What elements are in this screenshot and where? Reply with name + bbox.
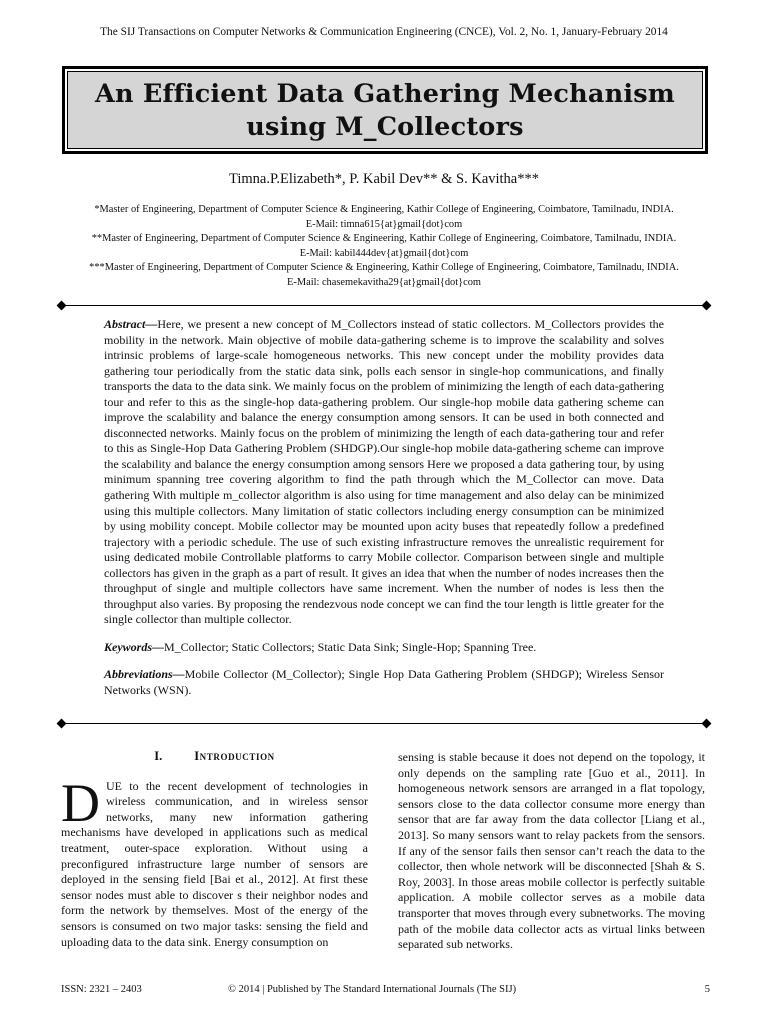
footer-issn: ISSN: 2321 – 2403 [61,984,142,995]
affiliations [40,203,728,290]
title-line-2: using M_Collectors [246,112,524,142]
divider-bottom [62,723,706,724]
diamond-icon [702,301,712,311]
keywords-label: Keywords— [104,639,164,654]
intro-paragraph-right: sensing is stable because it does not depend on the topology, it only depends on the sampling rate [Guo et al., 2011]. In homogeneous network sensors are arranged in a flat topology, sensors close to the data collector consume more energy than sensor that are far away from the data collector [Liang et al., 2013]. So many sensors want to relay packets from the sensors. If any of the sensor fails then sensor can’t reach the data to the collector, then whole network will be disconnected [Shah & S. Roy, 2003]. In those areas mobile collector is perfectly suitable application. A mobile collector serves as a mobile data transporter that moves through every subnetworks. The moving path of the mobile data collector acts as virtual links between separated sub networks. [398,750,705,952]
affiliation-3: ***Master of Engineering, Department of Computer Science & Engineering, Kathir College of Engineering, Coimbatore, Tamilnadu, INDIA. [89,262,679,273]
abbreviations-paragraph [104,667,664,698]
intro-paragraph-left [61,772,368,951]
column-left [61,749,368,950]
footer-publisher: © 2014 | Published by The Standard International Journals (The SIJ) [228,984,517,995]
abstract-label: Abstract— [104,317,158,331]
section-title: Introduction [194,749,275,763]
affiliation-2: **Master of Engineering, Department of Computer Science & Engineering, Kathir College of Engineering, Coimbatore, Tamilnadu, INDIA. [91,233,677,244]
intro-text-left: UE to the recent development of technologies in wireless communication, and in wireless sensor networks, many new information gathering mechanisms have developed in applications such as medical treatment, outer-space exploration. Without using a preconfigured infrastructure large number of sensors are deployed in the sensing field [Bai et al., 2012]. At first these sensor nodes must able to discover s their neighbor nodes and form the network by themselves. Most of the energy of the sensors is consumed on two major tasks: sensing the field and uploading data to the data sink. Energy consumption on [61,778,368,949]
section-number: I. [154,749,163,763]
email-2: E-Mail: kabil444dev{at}gmail{dot}com [299,247,469,259]
diamond-icon [57,719,67,729]
column-right [398,750,705,953]
keywords-text: M_Collector; Static Collectors; Static Data Sink; Single-Hop; Spanning Tree. [164,639,537,654]
title-box [62,66,708,154]
keywords-paragraph [104,640,664,656]
paper-title [65,69,705,144]
abstract-paragraph [104,317,664,628]
diamond-icon [702,719,712,729]
title-line-1: An Efficient Data Gathering Mechanism [95,79,675,109]
author-list: Timna.P.Elizabeth*, P. Kabil Dev** & S. Kavitha*** [229,171,539,187]
abstract-text: Here, we present a new concept of M_Collectors instead of static collectors. M_Collectors provides the mobility in the network. Main objective of mobile data-gathering scheme is to improve the scalability and solves intrinsic problems of large-scale homogeneous networks. This new concept under the mobility provides data gathering tour periodically from the static data sink, polls each sensor in single-hop communications, and finally transports the data to the data sink. We mainly focus on the problem of minimizing the length of each data-gathering tour and refer to this as the single-hop data-gathering problem. Our single-hop mobile data gathering scheme can improve the scalability and balance the energy consumption among sensors. It can be used in both connected and disconnected networks. Mainly focus on the problem of minimizing the length of each data-gathering tour and refer to this as Single-Hop Data Gathering Problem (SHDGP).Our single-hop mobile data-gathering scheme can improve the scalability and balance the energy consumption among sensors Here we proposed a data gathering tour, by using minimum spanning tree covering algorithm to find the path through which the M_Collector can move. Data gathering With multiple m_collector algorithm is also using for time management and also delay can be minimized using this multiple collectors. Many limitation of static collectors including energy consumption can be minimized by using mobility concept. Mobile collector may be mounted upon acity buses that repeatedly follow a predefined trajectory with a periodic schedule. The use of such existing infrastructure removes the unrealistic requirement for using dedicated mobile Controllable platforms to carry Mobile collector. Comparison between single and multiple collectors has given in the graph as a part of result. It gives an idea that when the number of nodes increases then the throughput of single and multiple collectors have same increment. When the number of nodes is less then the throughput also varies. By proposing the rendezvous node concept we can find the tour length is little greater for the single collector than multiple collector. [104,317,664,627]
abbreviations-label: Abbreviations— [104,667,185,682]
page-number: 5 [704,984,710,995]
email-1: E-Mail: timna615{at}gmail{dot}com [305,218,463,230]
divider-top [62,305,706,306]
drop-cap: D [61,772,100,833]
section-heading [61,749,368,765]
running-header: The SIJ Transactions on Computer Networks & Communication Engineering (CNCE), Vol. 2, No. 1, January-February 2014 [100,26,668,38]
abbreviations-text: Mobile Collector (M_Collector); Single Hop Data Gathering Problem (SHDGP); Wireless Sensor Networks (WSN). [104,667,664,698]
abstract-block [104,317,664,707]
email-3: E-Mail: chasemekavitha29{at}gmail{dot}com [287,276,481,288]
affiliation-1: *Master of Engineering, Department of Computer Science & Engineering, Kathir College of Engineering, Coimbatore, Tamilnadu, INDIA. [94,204,674,215]
diamond-icon [57,301,67,311]
